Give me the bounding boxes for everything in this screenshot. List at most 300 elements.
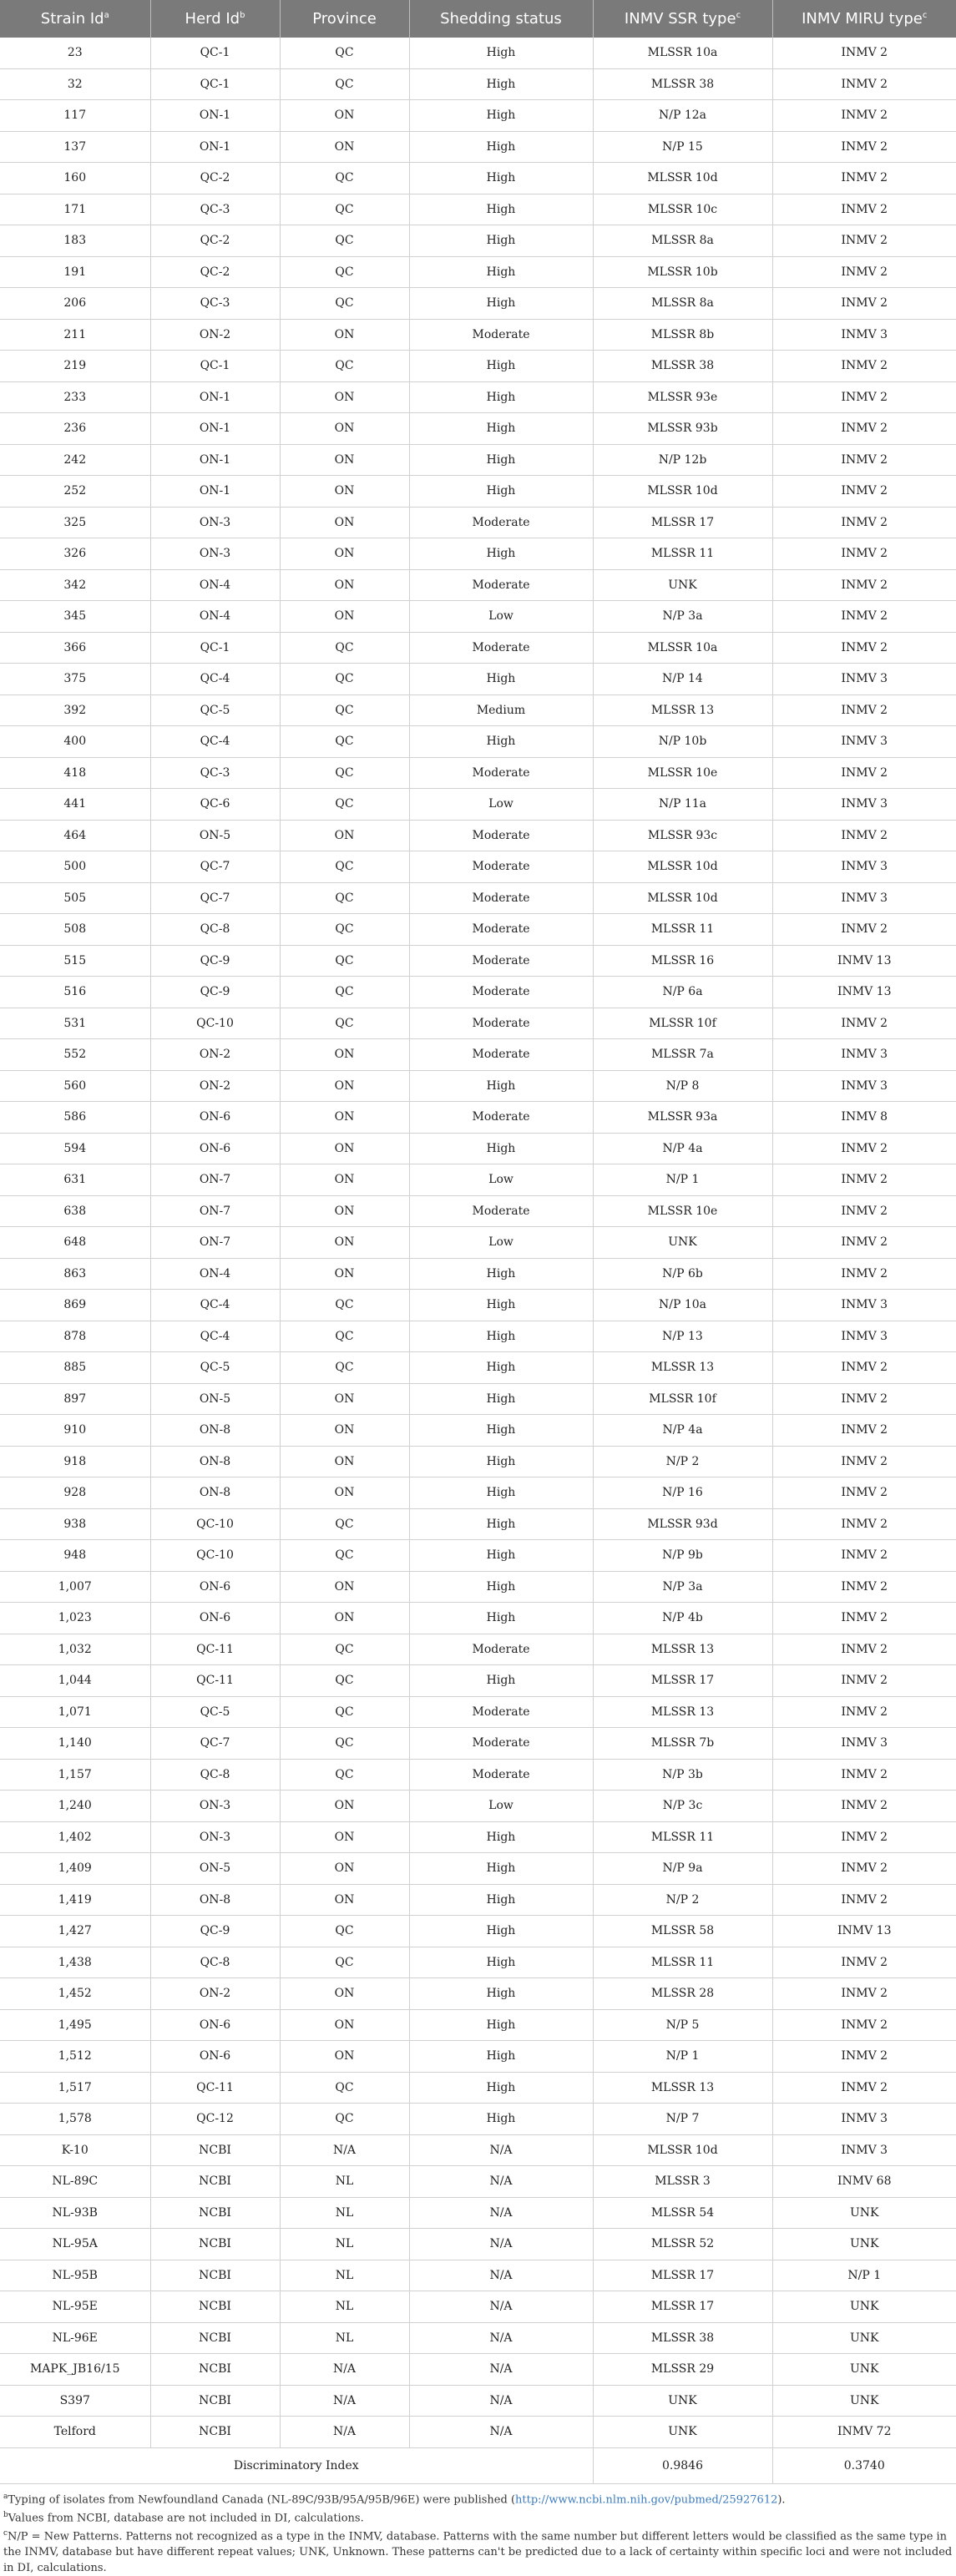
herd-id-cell: QC-2 xyxy=(150,225,280,257)
herd-id-cell: QC-12 xyxy=(150,2104,280,2135)
miru-type-cell: INMV 2 xyxy=(772,1603,956,1634)
ssr-type-cell: N/P 6a xyxy=(593,977,772,1008)
herd-id-cell: QC-9 xyxy=(150,1916,280,1947)
table-row xyxy=(0,194,956,225)
province-cell: QC xyxy=(280,68,409,100)
shedding-status-cell: High xyxy=(409,1446,593,1477)
shedding-status-cell: High xyxy=(409,225,593,257)
strain-id-cell: 191 xyxy=(0,256,150,288)
herd-id-cell: NCBI xyxy=(150,2322,280,2354)
strain-id-cell: 885 xyxy=(0,1352,150,1384)
herd-id-cell: ON-6 xyxy=(150,1603,280,1634)
shedding-status-cell: N/A xyxy=(409,2134,593,2166)
strain-id-cell: 400 xyxy=(0,726,150,758)
table-row xyxy=(0,977,956,1008)
table-row xyxy=(0,1634,956,1665)
province-cell: QC xyxy=(280,1947,409,1978)
ssr-type-cell: MLSSR 16 xyxy=(593,945,772,977)
table-row xyxy=(0,538,956,570)
province-cell: QC xyxy=(280,38,409,68)
miru-type-cell: INMV 2 xyxy=(772,1008,956,1039)
table-row xyxy=(0,1791,956,1822)
province-cell: QC xyxy=(280,1696,409,1728)
herd-id-cell: ON-7 xyxy=(150,1164,280,1196)
ssr-type-cell: N/P 3a xyxy=(593,601,772,633)
strain-id-cell: 211 xyxy=(0,319,150,351)
table-row xyxy=(0,1571,956,1603)
province-cell: ON xyxy=(280,100,409,132)
strain-id-cell: 631 xyxy=(0,1164,150,1196)
ssr-type-cell: MLSSR 17 xyxy=(593,507,772,538)
miru-type-cell: INMV 2 xyxy=(772,2009,956,2041)
strain-id-cell: 1,071 xyxy=(0,1696,150,1728)
table-row xyxy=(0,1133,956,1164)
table-row xyxy=(0,601,956,633)
table-row xyxy=(0,2417,956,2448)
herd-id-cell: QC-10 xyxy=(150,1008,280,1039)
ssr-type-cell: MLSSR 93a xyxy=(593,1102,772,1134)
ssr-type-cell: N/P 3a xyxy=(593,1571,772,1603)
province-cell: ON xyxy=(280,507,409,538)
shedding-status-cell: High xyxy=(409,1070,593,1102)
herd-id-cell: ON-2 xyxy=(150,1978,280,2010)
shedding-status-cell: High xyxy=(409,68,593,100)
strain-id-cell: 219 xyxy=(0,351,150,382)
herd-id-cell: QC-7 xyxy=(150,1728,280,1760)
strain-id-cell: 938 xyxy=(0,1508,150,1540)
province-cell: NL xyxy=(280,2229,409,2260)
ssr-type-cell: N/P 4b xyxy=(593,1603,772,1634)
miru-type-cell: INMV 2 xyxy=(772,38,956,68)
herd-id-cell: ON-2 xyxy=(150,319,280,351)
province-cell: N/A xyxy=(280,2385,409,2417)
shedding-status-cell: Moderate xyxy=(409,977,593,1008)
table-row xyxy=(0,2291,956,2323)
shedding-status-cell: Moderate xyxy=(409,1102,593,1134)
ssr-type-cell: MLSSR 3 xyxy=(593,2166,772,2198)
strain-id-cell: 1,438 xyxy=(0,1947,150,1978)
strain-id-cell: 441 xyxy=(0,789,150,821)
shedding-status-cell: High xyxy=(409,2104,593,2135)
shedding-status-cell: Moderate xyxy=(409,757,593,789)
table-row xyxy=(0,476,956,508)
miru-type-cell: INMV 3 xyxy=(772,1321,956,1352)
herd-id-cell: QC-11 xyxy=(150,2072,280,2104)
table-row xyxy=(0,381,956,413)
table-row xyxy=(0,2009,956,2041)
table-row xyxy=(0,1665,956,1697)
table-row xyxy=(0,163,956,194)
shedding-status-cell: Low xyxy=(409,789,593,821)
shedding-status-cell: Moderate xyxy=(409,632,593,664)
strain-id-cell: 1,157 xyxy=(0,1759,150,1791)
strain-id-cell: 1,409 xyxy=(0,1853,150,1885)
shedding-status-cell: High xyxy=(409,100,593,132)
strain-id-cell: 910 xyxy=(0,1415,150,1447)
herd-id-cell: NCBI xyxy=(150,2229,280,2260)
footnote-a: $^a$Typing of isolates from Newfoundland Canada (NL-89C/93B/95A/95B/96E) were published (http://www.ncbi.nlm.nih.gov/pubmed/25927612). xyxy=(3,2489,953,2508)
province-cell: QC xyxy=(280,1008,409,1039)
herd-id-cell: QC-1 xyxy=(150,351,280,382)
strain-id-cell: 23 xyxy=(0,38,150,68)
province-cell: QC xyxy=(280,2072,409,2104)
herd-id-cell: QC-3 xyxy=(150,194,280,225)
province-cell: QC xyxy=(280,1290,409,1321)
shedding-status-cell: High xyxy=(409,1352,593,1384)
herd-id-cell: QC-5 xyxy=(150,1352,280,1384)
table-footnotes xyxy=(0,2484,956,2576)
strain-id-cell: 586 xyxy=(0,1102,150,1134)
province-cell: ON xyxy=(280,1978,409,2010)
herd-id-cell: ON-1 xyxy=(150,131,280,163)
strain-id-cell: 594 xyxy=(0,1133,150,1164)
province-cell: QC xyxy=(280,1759,409,1791)
shedding-status-cell: Moderate xyxy=(409,851,593,883)
herd-id-cell: ON-5 xyxy=(150,1853,280,1885)
table-row xyxy=(0,882,956,914)
ssr-type-cell: MLSSR 8a xyxy=(593,288,772,320)
miru-type-cell: INMV 13 xyxy=(772,1916,956,1947)
herd-id-cell: ON-1 xyxy=(150,476,280,508)
shedding-status-cell: Moderate xyxy=(409,914,593,946)
province-cell: QC xyxy=(280,1508,409,1540)
province-cell: QC xyxy=(280,757,409,789)
ssr-type-cell: MLSSR 10e xyxy=(593,1195,772,1227)
miru-type-cell: INMV 3 xyxy=(772,319,956,351)
strain-id-cell: 418 xyxy=(0,757,150,789)
herd-id-cell: ON-2 xyxy=(150,1039,280,1071)
shedding-status-cell: Moderate xyxy=(409,569,593,601)
shedding-status-cell: High xyxy=(409,1508,593,1540)
shedding-status-cell: Moderate xyxy=(409,945,593,977)
table-row xyxy=(0,1446,956,1477)
strain-id-cell: 1,427 xyxy=(0,1916,150,1947)
strain-id-cell: 1,512 xyxy=(0,2041,150,2073)
shedding-status-cell: N/A xyxy=(409,2417,593,2448)
province-cell: QC xyxy=(280,2104,409,2135)
shedding-status-cell: Moderate xyxy=(409,820,593,851)
strain-id-cell: NL-89C xyxy=(0,2166,150,2198)
herd-id-cell: NCBI xyxy=(150,2197,280,2229)
table-row xyxy=(0,225,956,257)
herd-id-cell: NCBI xyxy=(150,2385,280,2417)
ssr-type-cell: MLSSR 38 xyxy=(593,351,772,382)
miru-type-cell: INMV 2 xyxy=(772,1947,956,1978)
province-cell: ON xyxy=(280,1853,409,1885)
shedding-status-cell: Moderate xyxy=(409,882,593,914)
table-row xyxy=(0,914,956,946)
herd-id-cell: ON-7 xyxy=(150,1195,280,1227)
shedding-status-cell: Medium xyxy=(409,695,593,726)
ssr-type-cell: MLSSR 38 xyxy=(593,68,772,100)
header-herd-id: Herd Id$^b$ xyxy=(150,0,280,38)
miru-type-cell: INMV 3 xyxy=(772,1290,956,1321)
table-row xyxy=(0,256,956,288)
table-row xyxy=(0,1164,956,1196)
province-cell: QC xyxy=(280,664,409,695)
province-cell: QC xyxy=(280,1352,409,1384)
miru-type-cell: INMV 2 xyxy=(772,381,956,413)
table-row xyxy=(0,1821,956,1853)
ssr-type-cell: MLSSR 17 xyxy=(593,1665,772,1697)
table-row xyxy=(0,2166,956,2198)
table-row xyxy=(0,2354,956,2386)
ssr-type-cell: N/P 7 xyxy=(593,2104,772,2135)
herd-id-cell: QC-4 xyxy=(150,1290,280,1321)
herd-id-cell: ON-1 xyxy=(150,413,280,445)
herd-id-cell: ON-6 xyxy=(150,1571,280,1603)
table-row xyxy=(0,1853,956,1885)
miru-type-cell: INMV 2 xyxy=(772,1164,956,1196)
footnote-c: $^c$N/P = New Patterns. Patterns not recognized as a type in the INMV, database. Patterns with the same number but different letters would be classified as the same type in the INMV, database but have different repeat values; UNK, Unknown. These patterns can't be predicted due to a lack of certainty within specific loci and were not included in DI, calculations. xyxy=(3,2526,953,2576)
shedding-status-cell: High xyxy=(409,1884,593,1916)
strain-id-cell: 928 xyxy=(0,1477,150,1509)
ssr-type-cell: N/P 6b xyxy=(593,1258,772,1290)
ssr-type-cell: N/P 10a xyxy=(593,1290,772,1321)
province-cell: ON xyxy=(280,1821,409,1853)
miru-type-cell: INMV 2 xyxy=(772,288,956,320)
shedding-status-cell: High xyxy=(409,256,593,288)
ssr-type-cell: N/P 14 xyxy=(593,664,772,695)
table-row xyxy=(0,2134,956,2166)
table-row xyxy=(0,1290,956,1321)
province-cell: QC xyxy=(280,914,409,946)
strain-id-cell: 1,402 xyxy=(0,1821,150,1853)
miru-type-cell: UNK xyxy=(772,2385,956,2417)
miru-type-cell: INMV 3 xyxy=(772,1728,956,1760)
table-row xyxy=(0,1603,956,1634)
miru-type-cell: INMV 2 xyxy=(772,225,956,257)
strain-id-cell: 1,495 xyxy=(0,2009,150,2041)
shedding-status-cell: N/A xyxy=(409,2197,593,2229)
strain-id-cell: 183 xyxy=(0,225,150,257)
province-cell: ON xyxy=(280,1571,409,1603)
table-row xyxy=(0,757,956,789)
table-row xyxy=(0,1383,956,1415)
table-row xyxy=(0,38,956,68)
header-province: Province xyxy=(280,0,409,38)
miru-type-cell: INMV 2 xyxy=(772,1258,956,1290)
herd-id-cell: QC-3 xyxy=(150,288,280,320)
province-cell: QC xyxy=(280,256,409,288)
strain-id-cell: 948 xyxy=(0,1540,150,1572)
herd-id-cell: QC-1 xyxy=(150,68,280,100)
province-cell: QC xyxy=(280,194,409,225)
ssr-type-cell: MLSSR 58 xyxy=(593,1916,772,1947)
ssr-type-cell: N/P 4a xyxy=(593,1133,772,1164)
shedding-status-cell: High xyxy=(409,1383,593,1415)
province-cell: NL xyxy=(280,2260,409,2291)
herd-id-cell: QC-7 xyxy=(150,851,280,883)
ssr-type-cell: MLSSR 13 xyxy=(593,1696,772,1728)
ssr-type-cell: N/P 15 xyxy=(593,131,772,163)
shedding-status-cell: N/A xyxy=(409,2354,593,2386)
strain-id-cell: S397 xyxy=(0,2385,150,2417)
shedding-status-cell: High xyxy=(409,1133,593,1164)
table-row xyxy=(0,664,956,695)
province-cell: ON xyxy=(280,1383,409,1415)
ssr-type-cell: MLSSR 13 xyxy=(593,2072,772,2104)
miru-type-cell: INMV 3 xyxy=(772,2104,956,2135)
ssr-type-cell: N/P 1 xyxy=(593,1164,772,1196)
strain-id-cell: 1,578 xyxy=(0,2104,150,2135)
strain-id-cell: 648 xyxy=(0,1227,150,1259)
miru-type-cell: INMV 2 xyxy=(772,601,956,633)
ssr-type-cell: N/P 16 xyxy=(593,1477,772,1509)
strain-id-cell: Telford xyxy=(0,2417,150,2448)
herd-id-cell: ON-8 xyxy=(150,1477,280,1509)
province-cell: QC xyxy=(280,288,409,320)
miru-type-cell: INMV 2 xyxy=(772,820,956,851)
table-row xyxy=(0,726,956,758)
miru-type-cell: INMV 2 xyxy=(772,695,956,726)
province-cell: ON xyxy=(280,413,409,445)
shedding-status-cell: N/A xyxy=(409,2260,593,2291)
table-row xyxy=(0,1884,956,1916)
shedding-status-cell: N/A xyxy=(409,2166,593,2198)
table-row xyxy=(0,851,956,883)
miru-type-cell: INMV 2 xyxy=(772,1415,956,1447)
table-row xyxy=(0,1508,956,1540)
province-cell: QC xyxy=(280,1728,409,1760)
table-row xyxy=(0,1759,956,1791)
herd-id-cell: ON-6 xyxy=(150,1102,280,1134)
ssr-type-cell: MLSSR 10a xyxy=(593,632,772,664)
miru-type-cell: INMV 2 xyxy=(772,2041,956,2073)
herd-id-cell: ON-5 xyxy=(150,1383,280,1415)
strain-id-cell: 325 xyxy=(0,507,150,538)
shedding-status-cell: High xyxy=(409,664,593,695)
herd-id-cell: ON-3 xyxy=(150,538,280,570)
ssr-type-cell: MLSSR 10d xyxy=(593,851,772,883)
ssr-type-cell: N/P 11a xyxy=(593,789,772,821)
ssr-type-cell: MLSSR 10e xyxy=(593,757,772,789)
province-cell: NL xyxy=(280,2197,409,2229)
miru-type-cell: INMV 8 xyxy=(772,1102,956,1134)
ssr-type-cell: MLSSR 13 xyxy=(593,1634,772,1665)
ssr-type-cell: MLSSR 7b xyxy=(593,1728,772,1760)
miru-type-cell: INMV 3 xyxy=(772,851,956,883)
ssr-type-cell: MLSSR 17 xyxy=(593,2291,772,2323)
ssr-type-cell: MLSSR 10d xyxy=(593,2134,772,2166)
miru-type-cell: INMV 2 xyxy=(772,444,956,476)
miru-type-cell: INMV 2 xyxy=(772,256,956,288)
table-row xyxy=(0,569,956,601)
shedding-status-cell: Moderate xyxy=(409,507,593,538)
shedding-status-cell: High xyxy=(409,1665,593,1697)
strain-id-cell: 375 xyxy=(0,664,150,695)
shedding-status-cell: High xyxy=(409,476,593,508)
strain-id-cell: 236 xyxy=(0,413,150,445)
shedding-status-cell: High xyxy=(409,2041,593,2073)
province-cell: N/A xyxy=(280,2417,409,2448)
miru-type-cell: INMV 3 xyxy=(772,664,956,695)
miru-type-cell: INMV 13 xyxy=(772,945,956,977)
table-row xyxy=(0,444,956,476)
ssr-type-cell: MLSSR 10f xyxy=(593,1008,772,1039)
strain-id-cell: 326 xyxy=(0,538,150,570)
table-row xyxy=(0,1540,956,1572)
strain-id-cell: MAPK_JB16/15 xyxy=(0,2354,150,2386)
strain-id-cell: 242 xyxy=(0,444,150,476)
herd-id-cell: ON-8 xyxy=(150,1415,280,1447)
miru-type-cell: INMV 3 xyxy=(772,882,956,914)
ssr-type-cell: MLSSR 7a xyxy=(593,1039,772,1071)
herd-id-cell: ON-8 xyxy=(150,1446,280,1477)
miru-type-cell: N/P 1 xyxy=(772,2260,956,2291)
discriminatory-index-miru: 0.3740 xyxy=(772,2447,956,2483)
province-cell: QC xyxy=(280,225,409,257)
ssr-type-cell: UNK xyxy=(593,2417,772,2448)
shedding-status-cell: Moderate xyxy=(409,1008,593,1039)
footnote-a-link[interactable]: http://www.ncbi.nlm.nih.gov/pubmed/25927612 xyxy=(515,2493,777,2506)
herd-id-cell: QC-8 xyxy=(150,914,280,946)
herd-id-cell: ON-6 xyxy=(150,2009,280,2041)
shedding-status-cell: Moderate xyxy=(409,1696,593,1728)
shedding-status-cell: High xyxy=(409,1290,593,1321)
table-row xyxy=(0,2385,956,2417)
strain-id-cell: 508 xyxy=(0,914,150,946)
province-cell: ON xyxy=(280,444,409,476)
strain-id-cell: 464 xyxy=(0,820,150,851)
province-cell: ON xyxy=(280,131,409,163)
province-cell: ON xyxy=(280,820,409,851)
miru-type-cell: INMV 2 xyxy=(772,1477,956,1509)
ssr-type-cell: UNK xyxy=(593,2385,772,2417)
strain-id-cell: 1,044 xyxy=(0,1665,150,1697)
shedding-status-cell: High xyxy=(409,1821,593,1853)
miru-type-cell: INMV 3 xyxy=(772,726,956,758)
miru-type-cell: INMV 2 xyxy=(772,1133,956,1164)
table-body xyxy=(0,38,956,2447)
strain-id-cell: 552 xyxy=(0,1039,150,1071)
miru-type-cell: INMV 2 xyxy=(772,351,956,382)
province-cell: ON xyxy=(280,1415,409,1447)
herd-id-cell: ON-3 xyxy=(150,1791,280,1822)
strain-id-cell: 863 xyxy=(0,1258,150,1290)
table-row xyxy=(0,1415,956,1447)
strain-id-cell: 366 xyxy=(0,632,150,664)
strain-id-cell: 1,419 xyxy=(0,1884,150,1916)
strain-id-cell: 117 xyxy=(0,100,150,132)
strain-id-cell: 392 xyxy=(0,695,150,726)
ssr-type-cell: N/P 12a xyxy=(593,100,772,132)
shedding-status-cell: High xyxy=(409,726,593,758)
miru-type-cell: INMV 2 xyxy=(772,632,956,664)
herd-id-cell: QC-11 xyxy=(150,1665,280,1697)
header-inmv-ssr-type: INMV SSR type$^c$ xyxy=(593,0,772,38)
herd-id-cell: QC-2 xyxy=(150,256,280,288)
ssr-type-cell: MLSSR 11 xyxy=(593,1821,772,1853)
ssr-type-cell: MLSSR 10f xyxy=(593,1383,772,1415)
herd-id-cell: QC-9 xyxy=(150,945,280,977)
ssr-type-cell: MLSSR 10b xyxy=(593,256,772,288)
strain-id-cell: 505 xyxy=(0,882,150,914)
shedding-status-cell: High xyxy=(409,38,593,68)
miru-type-cell: INMV 3 xyxy=(772,1039,956,1071)
header-row xyxy=(0,0,956,38)
ssr-type-cell: MLSSR 17 xyxy=(593,2260,772,2291)
ssr-type-cell: MLSSR 38 xyxy=(593,2322,772,2354)
strain-id-cell: 1,032 xyxy=(0,1634,150,1665)
ssr-type-cell: MLSSR 29 xyxy=(593,2354,772,2386)
herd-id-cell: ON-4 xyxy=(150,1258,280,1290)
shedding-status-cell: High xyxy=(409,1853,593,1885)
table-row xyxy=(0,2072,956,2104)
strain-id-cell: 1,452 xyxy=(0,1978,150,2010)
shedding-status-cell: Low xyxy=(409,1164,593,1196)
province-cell: ON xyxy=(280,601,409,633)
